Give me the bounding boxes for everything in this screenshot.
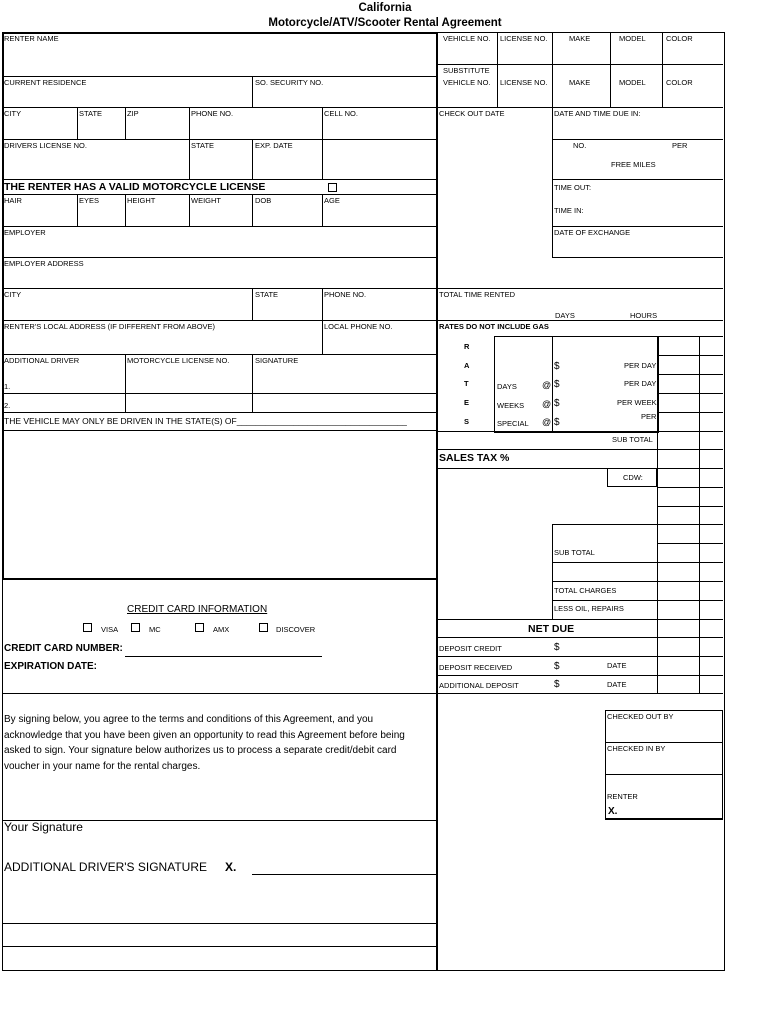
- per-label: PER: [672, 141, 688, 150]
- license-no2-label: LICENSE NO.: [500, 78, 548, 87]
- at-sign-weeks: @: [542, 399, 552, 409]
- net-due-label: NET DUE: [528, 623, 575, 635]
- date-label-received: DATE: [607, 661, 627, 670]
- model2-label: MODEL: [619, 78, 646, 87]
- x-mark-left: X.: [225, 860, 237, 874]
- local-phone-label: LOCAL PHONE NO.: [324, 322, 393, 331]
- zip-label: ZIP: [127, 109, 139, 118]
- additional-signature-field[interactable]: [252, 874, 436, 875]
- discover-checkbox[interactable]: [259, 623, 268, 632]
- terms-text: By signing below, you agree to the terms and conditions of this Agreement, and you acknowledge that you have been given an opportunity to read this Agreement before being asked to sign. Your signature below authorizes us to process a separate credit/debit card voucher in your name for the rental charges.: [4, 714, 405, 772]
- rates-letter-e: E: [464, 398, 470, 407]
- additional-deposit-label: ADDITIONAL DEPOSIT: [439, 681, 519, 690]
- valid-license-checkbox[interactable]: [328, 183, 337, 192]
- dollar-sign-2: $: [554, 379, 560, 390]
- per-week-label: PER WEEK: [617, 398, 657, 407]
- cdw-label: CDW:: [623, 473, 643, 482]
- drivers-license-label: DRIVERS LICENSE NO.: [4, 141, 87, 150]
- sub-total-label: SUB TOTAL: [612, 435, 653, 444]
- x-mark-right: X.: [608, 806, 618, 817]
- employer-label: EMPLOYER: [4, 228, 46, 237]
- total-charges-label: TOTAL CHARGES: [554, 586, 617, 595]
- ad-license-label: MOTORCYCLE LICENSE NO.: [127, 356, 230, 365]
- amx-label: AMX: [213, 625, 230, 634]
- card-number-label: CREDIT CARD NUMBER:: [4, 643, 123, 654]
- total-time-label: TOTAL TIME RENTED: [439, 290, 515, 299]
- discover-label: DISCOVER: [276, 625, 316, 634]
- date-exchange-label: DATE OF EXCHANGE: [554, 228, 631, 237]
- date-due-label: DATE AND TIME DUE IN:: [554, 109, 641, 118]
- rate-weeks-label: WEEKS: [497, 401, 525, 410]
- dollar-sign-4: $: [554, 417, 560, 428]
- height-label: HEIGHT: [127, 196, 156, 205]
- dollar-sign-3: $: [554, 398, 560, 409]
- dollar-sign-1: $: [554, 361, 560, 372]
- per-day2-label: PER DAY: [624, 379, 657, 388]
- checkin-box: [605, 710, 723, 820]
- visa-label: VISA: [101, 625, 119, 634]
- rate-days-label: DAYS: [497, 382, 517, 391]
- time-in-label: TIME IN:: [554, 206, 584, 215]
- state-label: STATE: [79, 109, 103, 118]
- age-label: AGE: [324, 196, 340, 205]
- color2-label: COLOR: [666, 78, 693, 87]
- card-number-field[interactable]: [125, 656, 322, 657]
- date-label-additional: DATE: [607, 680, 627, 689]
- deposit-credit-label: DEPOSIT CREDIT: [439, 644, 502, 653]
- local-address-label: RENTER'S LOCAL ADDRESS (IF DIFFERENT FROM ABOVE): [4, 322, 216, 331]
- ad-signature-label: SIGNATURE: [255, 356, 299, 365]
- hours-label: HOURS: [630, 311, 658, 320]
- cell-label: CELL NO.: [324, 109, 358, 118]
- rate-special-label: SPECIAL: [497, 419, 529, 428]
- vehicle-no-label: VEHICLE NO.: [443, 34, 491, 43]
- city2-label: CITY: [4, 290, 22, 299]
- checked-in-label: CHECKED IN BY: [607, 744, 666, 753]
- check-out-date-label: CHECK OUT DATE: [439, 109, 505, 118]
- state2-label: STATE: [255, 290, 279, 299]
- phone2-label: PHONE NO.: [324, 290, 367, 299]
- renter-name-label: RENTER NAME: [4, 34, 59, 43]
- less-oil-label: LESS OIL, REPAIRS: [554, 604, 624, 613]
- dollar-sign-deposit-credit: $: [554, 642, 560, 653]
- visa-checkbox[interactable]: [83, 623, 92, 632]
- color-label: COLOR: [666, 34, 693, 43]
- license-no-label: LICENSE NO.: [500, 34, 548, 43]
- ad-row-1: 1.: [4, 382, 11, 391]
- model-label: MODEL: [619, 34, 646, 43]
- dl-state-label: STATE: [191, 141, 215, 150]
- renter-label: RENTER: [607, 792, 638, 801]
- phone-label: PHONE NO.: [191, 109, 234, 118]
- exp-date-label: EXP. DATE: [255, 141, 293, 150]
- deposit-received-label: DEPOSIT RECEIVED: [439, 663, 513, 672]
- make-label: MAKE: [569, 34, 591, 43]
- at-sign-special: @: [542, 417, 552, 427]
- rates-letter-s: S: [464, 417, 470, 426]
- dob-label: DOB: [255, 196, 272, 205]
- sales-tax-label: SALES TAX %: [439, 452, 510, 464]
- rates-letter-r: R: [464, 342, 470, 351]
- dollar-sign-deposit-received: $: [554, 661, 560, 672]
- substitute-label: SUBSTITUTE: [443, 66, 490, 75]
- valid-license-statement: THE RENTER HAS A VALID MOTORCYCLE LICENSE: [4, 181, 266, 193]
- form-state: California: [358, 2, 412, 14]
- time-out-label: TIME OUT:: [554, 183, 592, 192]
- sub-total2-label: SUB TOTAL: [554, 548, 595, 557]
- checked-out-label: CHECKED OUT BY: [607, 712, 674, 721]
- dollar-sign-additional-deposit: $: [554, 679, 560, 690]
- rates-letter-t: T: [464, 379, 469, 388]
- credit-card-title: CREDIT CARD INFORMATION: [127, 604, 268, 615]
- ad-row-2: 2.: [4, 401, 11, 410]
- free-miles-label: FREE MILES: [611, 160, 656, 169]
- mc-checkbox[interactable]: [131, 623, 140, 632]
- expiration-label: EXPIRATION DATE:: [4, 661, 97, 672]
- substitute-vehicle-no-label: VEHICLE NO.: [443, 78, 491, 87]
- make2-label: MAKE: [569, 78, 591, 87]
- your-signature-label: Your Signature: [4, 820, 83, 834]
- ssn-label: SO. SECURITY NO.: [255, 78, 324, 87]
- additional-driver-label: ADDITIONAL DRIVER: [4, 356, 80, 365]
- hair-label: HAIR: [4, 196, 22, 205]
- additional-signature-label: ADDITIONAL DRIVER'S SIGNATURE: [4, 860, 207, 874]
- form-title: Motorcycle/ATV/Scooter Rental Agreement: [268, 17, 502, 29]
- mc-label: MC: [149, 625, 161, 634]
- amx-checkbox[interactable]: [195, 623, 204, 632]
- eyes-label: EYES: [79, 196, 100, 205]
- form-frame: [2, 32, 725, 971]
- employer-address-label: EMPLOYER ADDRESS: [4, 259, 84, 268]
- current-residence-label: CURRENT RESIDENCE: [4, 78, 87, 87]
- no-label: NO.: [573, 141, 587, 150]
- rates-letter-a: A: [464, 361, 470, 370]
- state-restriction: THE VEHICLE MAY ONLY BE DRIVEN IN THE STATE(S) OF____________________________________: [4, 416, 407, 426]
- weight-label: WEIGHT: [191, 196, 221, 205]
- days-label: DAYS: [555, 311, 575, 320]
- per-label-2: PER: [641, 412, 657, 421]
- city-label: CITY: [4, 109, 22, 118]
- at-sign-days: @: [542, 380, 552, 390]
- rates-no-gas-label: RATES DO NOT INCLUDE GAS: [439, 322, 549, 331]
- per-day-label: PER DAY: [624, 361, 657, 370]
